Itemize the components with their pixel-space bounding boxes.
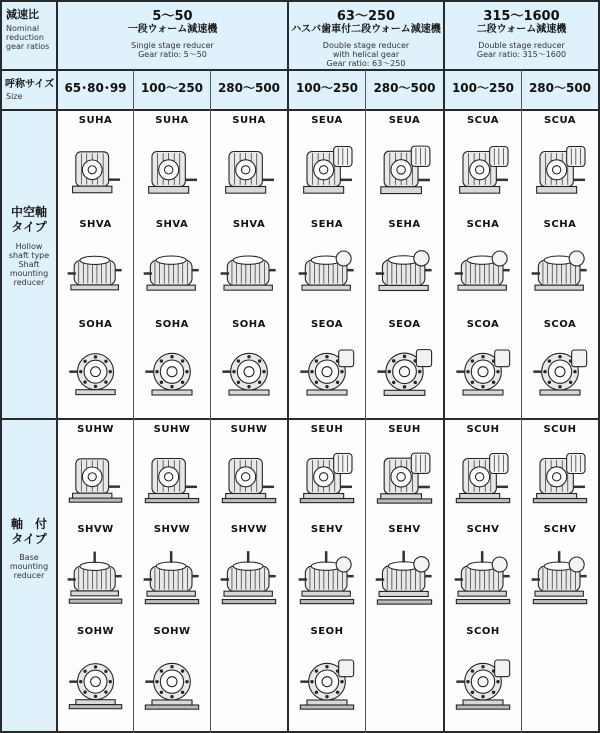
section-base-subtitle: Base mounting reducer [9, 553, 49, 580]
product-cell-seha [289, 215, 365, 315]
reducer-drawing-image [297, 233, 357, 309]
reducer-drawing-image [142, 438, 202, 514]
product-cell-shva [134, 215, 210, 315]
section-hollow-subtitle: Hollow shaft type Shaft mounting reducer [8, 242, 50, 287]
model-code: SHVA [79, 219, 112, 230]
product-cell-sohw [134, 622, 210, 731]
reducer-drawing-image [66, 538, 125, 616]
reducer-drawing-image [374, 333, 435, 412]
product-cell-seuh [289, 420, 365, 520]
model-code: SOHW [153, 626, 191, 637]
product-cell-scua [445, 111, 521, 215]
model-code: SEUH [388, 424, 421, 435]
product-cell-seua [366, 111, 443, 215]
reducer-drawing-image [142, 640, 202, 725]
reducer-drawing-image [219, 233, 279, 309]
model-code: SCUA [466, 115, 500, 126]
group-title-jp: 一段ウォーム減速機 [127, 24, 218, 35]
model-code: SHVA [232, 219, 266, 230]
reducer-drawing-image [142, 233, 202, 309]
model-code: SCUA [543, 115, 577, 126]
group-title-jp: 二段ウォーム減速機 [476, 24, 567, 35]
reducer-drawing-image [453, 233, 513, 309]
reducer-drawing-image [297, 640, 357, 725]
reducer-drawing-image [453, 333, 513, 412]
model-code: SOHA [232, 319, 266, 330]
product-cell-suhw [211, 420, 287, 520]
model-code: SCOH [466, 626, 500, 637]
product-cell-shva [58, 215, 133, 315]
model-code: SCHV [466, 524, 500, 535]
product-cell-schv [522, 520, 598, 622]
size-label: 280～500 [373, 81, 436, 95]
size-label: 280～500 [217, 81, 281, 95]
product-cell-scuh [445, 420, 521, 520]
product-cell-sehv [289, 520, 365, 622]
ratio-corner-en-3: gear ratios [6, 42, 50, 51]
product-cell-shva [211, 215, 287, 315]
model-code: SUHA [78, 115, 113, 126]
size-corner-jp: 呼称サイズ [5, 79, 55, 90]
model-code: SEHV [388, 524, 421, 535]
product-cell-soha [211, 315, 287, 418]
size-label: 100～250 [140, 81, 204, 95]
section-base-title: 軸 付 タイプ [10, 517, 47, 546]
product-cell-sehv [366, 520, 443, 622]
size-label: 100～250 [451, 81, 515, 95]
product-cell-suha [134, 111, 210, 215]
model-code: SUHW [77, 424, 114, 435]
size-label: 100～250 [295, 81, 359, 95]
model-code: SEUA [388, 115, 421, 126]
model-code: SOHA [155, 319, 189, 330]
model-code: SCOA [466, 319, 500, 330]
reducer-drawing-image [374, 538, 435, 616]
model-code: SCHA [543, 219, 577, 230]
product-cell-seoa [289, 315, 365, 418]
product-cell-shvw [134, 520, 210, 622]
model-code: SEUH [310, 424, 344, 435]
reducer-drawing-image [219, 333, 279, 412]
model-code: SEHA [388, 219, 421, 230]
group-header-helical: 63～250 ハスバ歯車付二段ウォーム減速機 Double stage reducer with helical gear Gear ratio: 63～250 [289, 5, 443, 68]
reducer-drawing-image [530, 438, 590, 514]
model-code: SEHV [310, 524, 344, 535]
reducer-drawing-image [219, 438, 279, 514]
product-cell-seua [289, 111, 365, 215]
reducer-drawing-image [530, 233, 590, 309]
ratio-corner-en-2: reduction [6, 33, 44, 42]
reducer-drawing-image [142, 333, 202, 412]
reducer-drawing-image [142, 538, 202, 616]
product-cell-scuh [522, 420, 598, 520]
reducer-drawing-image [530, 129, 590, 209]
reducer-drawing-image [374, 438, 435, 514]
reducer-drawing-image [453, 438, 513, 514]
product-cell-suhw [58, 420, 133, 520]
model-code: SEOA [388, 319, 421, 330]
size-label: 65･80･99 [64, 81, 127, 95]
reducer-drawing-image [453, 640, 513, 725]
model-code: SEOA [310, 319, 343, 330]
model-code: SHVA [155, 219, 189, 230]
product-cell-scoh [445, 622, 521, 731]
reducer-drawing-image [66, 233, 125, 309]
group-ratio: 5～50 [152, 9, 193, 24]
reducer-drawing-image [453, 129, 513, 209]
model-code: SOHA [78, 319, 113, 330]
product-cell-suhw [134, 420, 210, 520]
reducer-drawing-image [142, 129, 202, 209]
product-cell-seoa [366, 315, 443, 418]
group-header-double: 315～1600 二段ウォーム減速機 Double stage reducer Gear ratio: 315～1600 [445, 5, 598, 59]
model-code: SEOH [310, 626, 344, 637]
reducer-drawing-image [219, 538, 279, 616]
reducer-drawing-image [66, 129, 125, 209]
product-cell-scha [445, 215, 521, 315]
reducer-drawing-image [297, 129, 357, 209]
product-cell-schv [445, 520, 521, 622]
group-title-jp: ハスバ歯車付二段ウォーム減速機 [291, 24, 441, 35]
reducer-drawing-image [219, 129, 279, 209]
reducer-drawing-image [66, 640, 125, 725]
model-code: SCOA [543, 319, 577, 330]
product-cell-suha [58, 111, 133, 215]
product-cell-scoa [445, 315, 521, 418]
product-cell-scha [522, 215, 598, 315]
model-code: SEHA [310, 219, 344, 230]
group-header-single: 5～50 一段ウォーム減速機 Single stage reducer Gear ratio: 5～50 [58, 5, 287, 59]
reducer-drawing-image [297, 538, 357, 616]
reducer-drawing-image [374, 129, 435, 209]
model-code: SUHA [232, 115, 266, 126]
size-label: 280～500 [528, 81, 592, 95]
reducer-drawing-image [374, 233, 435, 309]
product-cell-shvw [211, 520, 287, 622]
model-code: SCHV [543, 524, 577, 535]
reducer-drawing-image [453, 538, 513, 616]
product-cell-suha [211, 111, 287, 215]
product-cell-scoa [522, 315, 598, 418]
group-ratio: 63～250 [336, 9, 396, 24]
ratio-corner-en-1: Nominal [6, 24, 40, 33]
product-cell-scua [522, 111, 598, 215]
product-cell-seha [366, 215, 443, 315]
reducer-drawing-image [530, 538, 590, 616]
reducer-drawing-image [66, 438, 125, 514]
reducer-drawing-image [66, 333, 125, 412]
product-cell-seuh [366, 420, 443, 520]
model-code: SHVW [153, 524, 191, 535]
model-code: SHVW [77, 524, 114, 535]
product-cell-shvw [58, 520, 133, 622]
product-cell-soha [134, 315, 210, 418]
reducer-drawing-image [530, 333, 590, 412]
group-ratio: 315～1600 [483, 9, 560, 24]
reducer-drawing-image [297, 438, 357, 514]
section-hollow-title: 中空軸 タイプ [10, 205, 47, 234]
reducer-drawing-image [297, 333, 357, 412]
model-code: SUHW [153, 424, 191, 435]
model-code: SCHA [466, 219, 500, 230]
model-code: SEUA [311, 115, 343, 126]
model-code: SCUH [466, 424, 500, 435]
model-code: SUHA [155, 115, 189, 126]
model-code: SUHW [230, 424, 268, 435]
product-cell-sohw [58, 622, 133, 731]
product-cell-soha [58, 315, 133, 418]
ratio-corner-jp: 減速比 [6, 8, 39, 21]
size-corner-en: Size [6, 92, 23, 101]
product-cell-seoh [289, 622, 365, 731]
model-code: SOHW [76, 626, 115, 637]
model-code: SHVW [230, 524, 268, 535]
model-code: SCUH [543, 424, 577, 435]
